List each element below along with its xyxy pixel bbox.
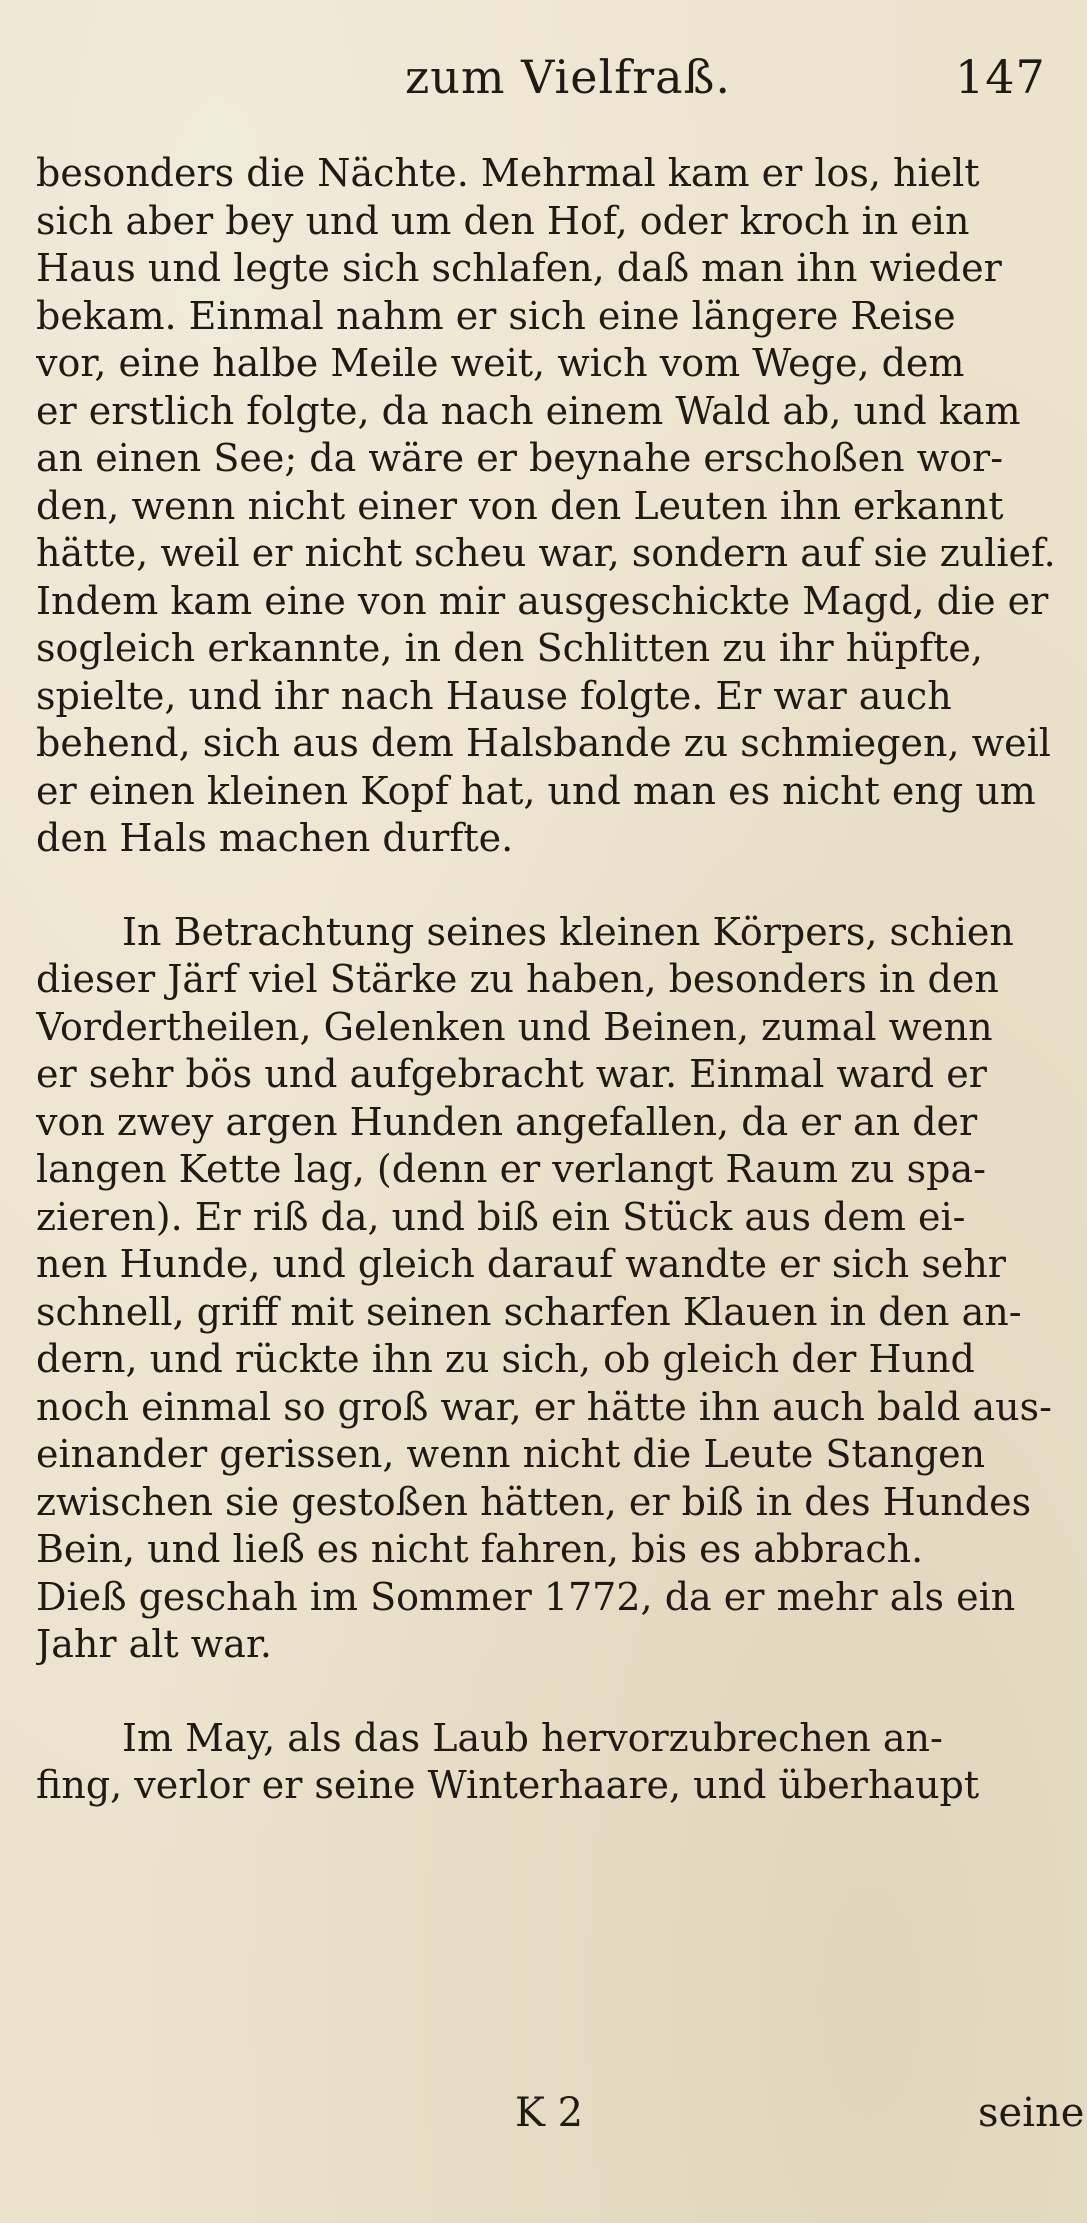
text-line: besonders die Nächte. Mehrmal kam er los, hielt [36,151,980,195]
text-line: an einen See; da wäre er beynahe erschoßen wor- [36,436,1004,480]
catchword: seine [978,2090,1085,2136]
text-line: bekam. Einmal nahm er sich eine längere Reise [36,293,956,338]
text-line: sich aber bey und um den Hof, oder kroch in ein [36,198,970,243]
text-line: Jahr alt war. [36,1622,273,1666]
text-line: dern, und rückte ihn zu sich, ob gleich der Hund [36,1337,975,1381]
text-line: er sehr bös und aufgebracht war. Einmal ward er [36,1052,987,1096]
signature-mark: K 2 [515,2090,584,2136]
text-line: zieren). Er riß da, und biß ein Stück aus dem ei- [36,1194,966,1239]
text-line: Haus und legte sich schlafen, daß man ihn wieder [36,246,1002,290]
text-line: von zwey argen Hunden angefallen, da er an der [36,1099,978,1144]
text-line: hätte, weil er nicht scheu war, sondern auf sie zulief. [36,531,1056,575]
text-line: Im May, als das Laub hervorzubrechen an- [122,1715,943,1760]
text-line: vor, eine halbe Meile weit, wich vom Wege, dem [36,341,965,385]
text-line: spielte, und ihr nach Hause folgte. Er war auch [36,673,952,718]
paragraph-gap [36,1669,1056,1715]
running-title: zum Vielfraß. [405,50,731,104]
text-line: Bein, und ließ es nicht fahren, bis es abbrach. [36,1527,924,1571]
text-line: fing, verlor er seine Winterhaare, und überhaupt [36,1763,980,1807]
body-text [36,150,1056,1810]
text-line: den, wenn nicht einer von den Leuten ihn erkannt [36,483,1004,528]
text-line: In Betrachtung seines kleinen Körpers, schien [122,909,1014,954]
text-line: Vordertheilen, Gelenken und Beinen, zumal wenn [36,1004,993,1049]
paragraph [36,1715,1056,1810]
text-line: behend, sich aus dem Halsbande zu schmiegen, weil [36,721,1051,765]
text-line: schnell, griff mit seinen scharfen Klauen in den an- [36,1289,1022,1334]
page-footer [0,2090,1087,2150]
text-line: sogleich erkannte, in den Schlitten zu ihr hüpfte, [36,626,983,670]
text-line: nen Hunde, und gleich darauf wandte er sich sehr [36,1242,1006,1286]
text-line: den Hals machen durfte. [36,816,514,860]
page-header [0,40,1087,110]
text-line: er einen kleinen Kopf hat, und man es nicht eng um [36,768,1036,813]
text-line: einander gerissen, wenn nicht die Leute Stangen [36,1432,986,1476]
paragraph-gap [36,863,1056,909]
paragraph [36,909,1056,1669]
text-line: langen Kette lag, (denn er verlangt Raum zu spa- [36,1147,986,1191]
page-number: 147 [955,50,1046,104]
text-line: noch einmal so groß war, er hätte ihn auch bald aus- [36,1384,1052,1429]
text-line: dieser Järf viel Stärke zu haben, besonders in den [36,957,999,1001]
text-line: Dieß geschah im Sommer 1772, da er mehr als ein [36,1574,1016,1619]
text-line: Indem kam eine von mir ausgeschickte Magd, die er [36,578,1049,623]
text-line: er erstlich folgte, da nach einem Wald ab, und kam [36,388,1021,433]
text-line: zwischen sie gestoßen hätten, er biß in des Hundes [36,1479,1032,1524]
paragraph [36,150,1056,863]
